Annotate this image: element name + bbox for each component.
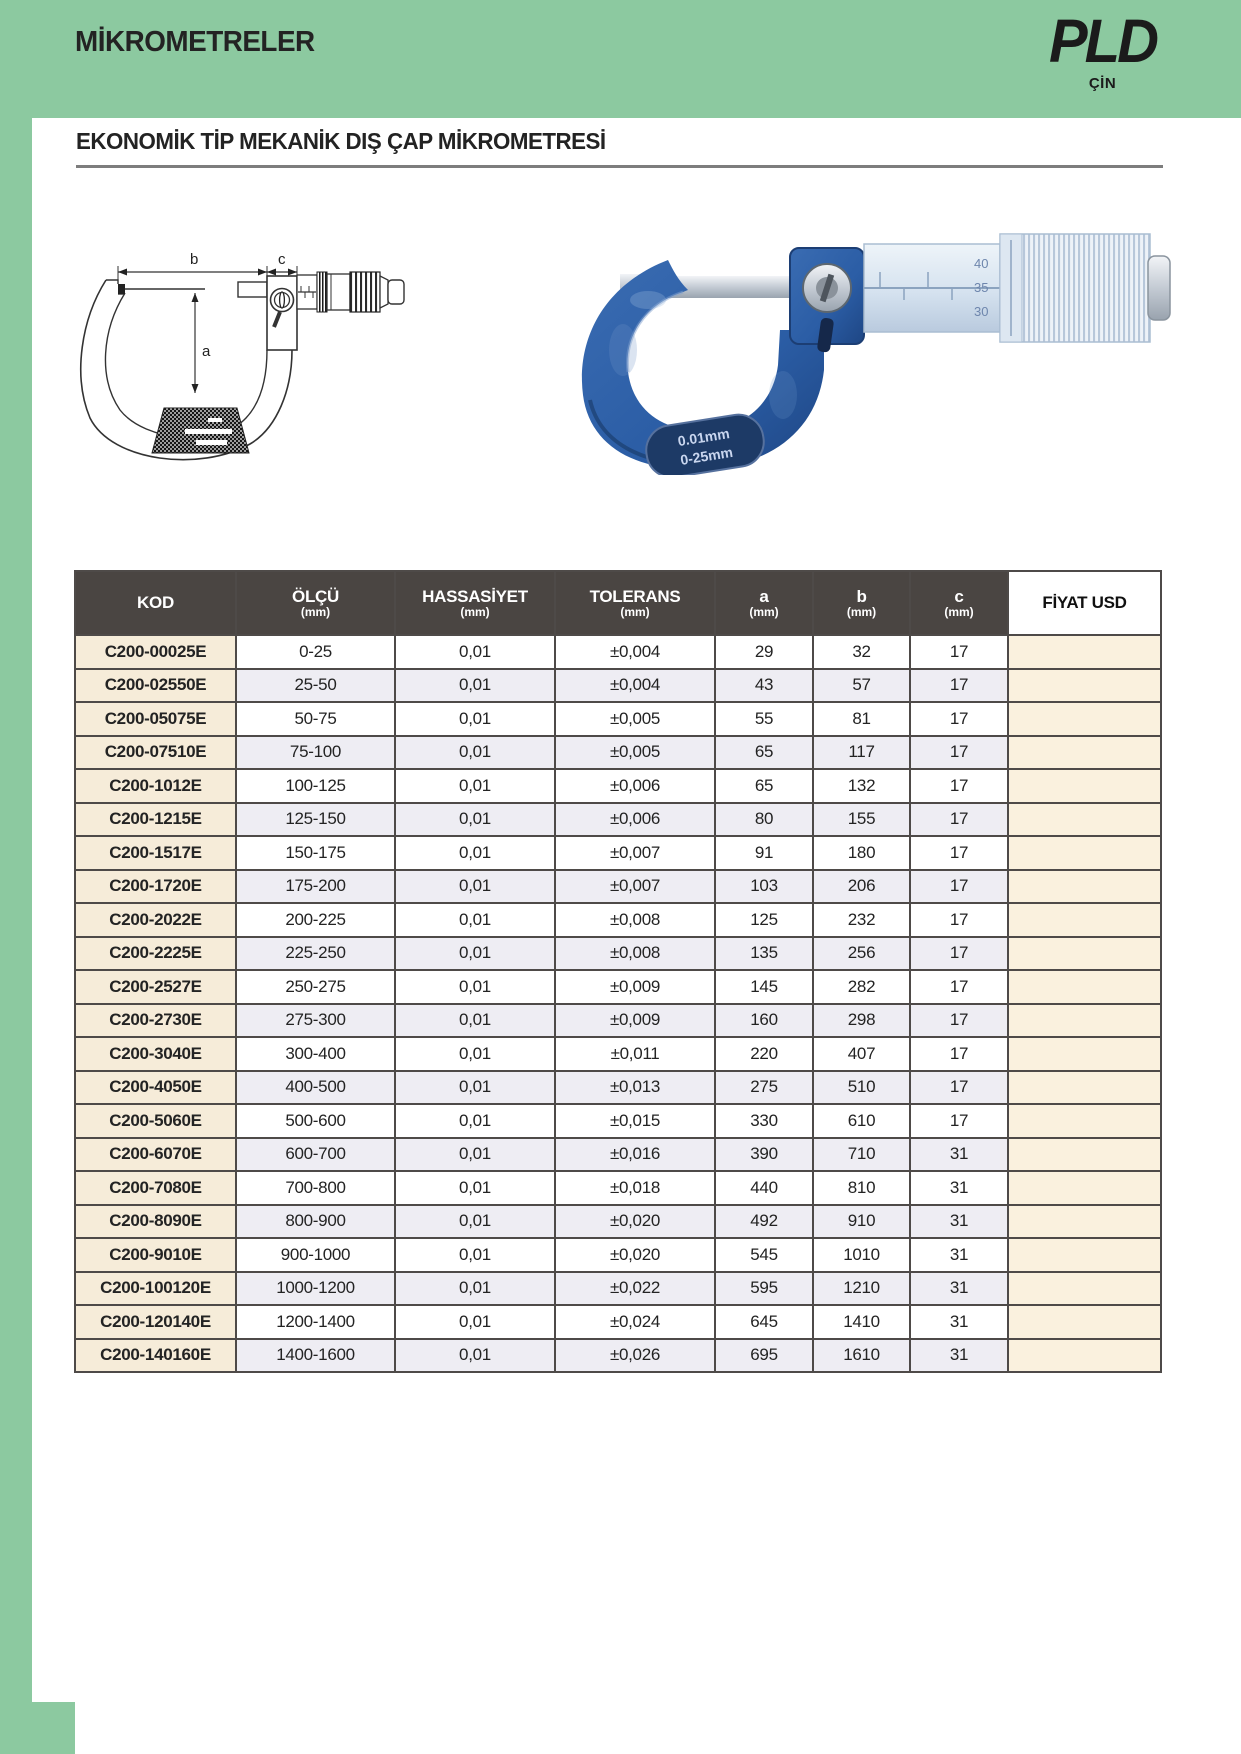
cell-tolerans: ±0,011 [555, 1037, 715, 1071]
col-header-fiyat: FİYAT USD [1008, 571, 1161, 635]
cell-hassasiyet: 0,01 [395, 736, 555, 770]
cell-olcu: 250-275 [236, 970, 395, 1004]
cell-tolerans: ±0,007 [555, 836, 715, 870]
cell-a: 695 [715, 1339, 813, 1373]
cell-kod: C200-2225E [75, 937, 236, 971]
table-row [75, 1339, 1161, 1373]
cell-tolerans: ±0,005 [555, 702, 715, 736]
cell-olcu: 275-300 [236, 1004, 395, 1038]
micrometer-photo [528, 200, 1173, 475]
cell-a: 43 [715, 669, 813, 703]
cell-olcu: 225-250 [236, 937, 395, 971]
cell-tolerans: ±0,006 [555, 803, 715, 837]
cell-b: 1410 [813, 1305, 910, 1339]
left-margin-strip [0, 0, 32, 1754]
table-row [75, 903, 1161, 937]
cell-hassasiyet: 0,01 [395, 702, 555, 736]
cell-kod: C200-07510E [75, 736, 236, 770]
cell-fiyat [1008, 870, 1161, 904]
sleeve-mark-40: 40 [974, 256, 989, 271]
cell-tolerans: ±0,024 [555, 1305, 715, 1339]
cell-c: 31 [910, 1205, 1008, 1239]
table-row [75, 1037, 1161, 1071]
cell-hassasiyet: 0,01 [395, 870, 555, 904]
cell-tolerans: ±0,009 [555, 1004, 715, 1038]
cell-a: 645 [715, 1305, 813, 1339]
cell-kod: C200-05075E [75, 702, 236, 736]
cell-kod: C200-1012E [75, 769, 236, 803]
cell-olcu: 500-600 [236, 1104, 395, 1138]
photo-label-resolution: 0.01mm [676, 425, 731, 450]
cell-c: 17 [910, 970, 1008, 1004]
cell-olcu: 900-1000 [236, 1238, 395, 1272]
cell-olcu: 1400-1600 [236, 1339, 395, 1373]
cell-kod: C200-1720E [75, 870, 236, 904]
cell-fiyat [1008, 1305, 1161, 1339]
cell-b: 407 [813, 1037, 910, 1071]
cell-olcu: 75-100 [236, 736, 395, 770]
cell-tolerans: ±0,008 [555, 903, 715, 937]
cell-hassasiyet: 0,01 [395, 1171, 555, 1205]
cell-c: 31 [910, 1339, 1008, 1373]
cell-tolerans: ±0,015 [555, 1104, 715, 1138]
cell-b: 117 [813, 736, 910, 770]
photo-label-range: 0-25mm [679, 443, 734, 468]
cell-olcu: 125-150 [236, 803, 395, 837]
cell-c: 17 [910, 803, 1008, 837]
cell-tolerans: ±0,007 [555, 870, 715, 904]
cell-olcu: 700-800 [236, 1171, 395, 1205]
table-row [75, 870, 1161, 904]
cell-hassasiyet: 0,01 [395, 1004, 555, 1038]
cell-tolerans: ±0,020 [555, 1205, 715, 1239]
cell-tolerans: ±0,016 [555, 1138, 715, 1172]
cell-kod: C200-6070E [75, 1138, 236, 1172]
cell-tolerans: ±0,005 [555, 736, 715, 770]
table-row [75, 635, 1161, 669]
cell-a: 275 [715, 1071, 813, 1105]
cell-tolerans: ±0,013 [555, 1071, 715, 1105]
cell-fiyat [1008, 903, 1161, 937]
cell-kod: C200-5060E [75, 1104, 236, 1138]
cell-a: 492 [715, 1205, 813, 1239]
table-row [75, 1238, 1161, 1272]
cell-b: 132 [813, 769, 910, 803]
cell-tolerans: ±0,018 [555, 1171, 715, 1205]
cell-fiyat [1008, 1339, 1161, 1373]
cell-kod: C200-140160E [75, 1339, 236, 1373]
cell-olcu: 100-125 [236, 769, 395, 803]
cell-c: 31 [910, 1272, 1008, 1306]
table-row [75, 1171, 1161, 1205]
cell-b: 298 [813, 1004, 910, 1038]
table-row [75, 669, 1161, 703]
cell-b: 710 [813, 1138, 910, 1172]
cell-c: 31 [910, 1138, 1008, 1172]
cell-c: 17 [910, 669, 1008, 703]
cell-olcu: 1200-1400 [236, 1305, 395, 1339]
cell-c: 17 [910, 1037, 1008, 1071]
cell-c: 17 [910, 937, 1008, 971]
brand-country: ÇİN [1088, 74, 1117, 92]
cell-fiyat [1008, 635, 1161, 669]
cell-b: 1610 [813, 1339, 910, 1373]
table-row [75, 1205, 1161, 1239]
table-row [75, 702, 1161, 736]
cell-fiyat [1008, 970, 1161, 1004]
table-row [75, 1138, 1161, 1172]
cell-hassasiyet: 0,01 [395, 1138, 555, 1172]
cell-c: 17 [910, 870, 1008, 904]
cell-hassasiyet: 0,01 [395, 1104, 555, 1138]
cell-a: 160 [715, 1004, 813, 1038]
cell-b: 256 [813, 937, 910, 971]
cell-fiyat [1008, 1037, 1161, 1071]
cell-kod: C200-2527E [75, 970, 236, 1004]
cell-hassasiyet: 0,01 [395, 669, 555, 703]
cell-c: 17 [910, 1104, 1008, 1138]
cell-b: 1210 [813, 1272, 910, 1306]
cell-hassasiyet: 0,01 [395, 1205, 555, 1239]
cell-olcu: 800-900 [236, 1205, 395, 1239]
cell-olcu: 150-175 [236, 836, 395, 870]
section-title: EKONOMİK TİP MEKANİK DIŞ ÇAP MİKROMETRESİ [76, 128, 606, 154]
cell-olcu: 175-200 [236, 870, 395, 904]
brand-logo: PLD [1049, 7, 1156, 76]
cell-b: 180 [813, 836, 910, 870]
cell-kod: C200-9010E [75, 1238, 236, 1272]
dim-label-b: b [190, 251, 199, 268]
table-row [75, 836, 1161, 870]
table-row [75, 1071, 1161, 1105]
cell-b: 232 [813, 903, 910, 937]
cell-c: 17 [910, 736, 1008, 770]
cell-a: 545 [715, 1238, 813, 1272]
cell-c: 17 [910, 836, 1008, 870]
cell-fiyat [1008, 769, 1161, 803]
cell-b: 910 [813, 1205, 910, 1239]
cell-a: 65 [715, 736, 813, 770]
cell-b: 510 [813, 1071, 910, 1105]
cell-a: 595 [715, 1272, 813, 1306]
cell-a: 330 [715, 1104, 813, 1138]
cell-kod: C200-3040E [75, 1037, 236, 1071]
table-row [75, 1104, 1161, 1138]
col-header-c: c (mm) [910, 571, 1008, 635]
sleeve-mark-30: 30 [974, 304, 989, 319]
cell-hassasiyet: 0,01 [395, 903, 555, 937]
table-row [75, 803, 1161, 837]
cell-hassasiyet: 0,01 [395, 836, 555, 870]
cell-b: 155 [813, 803, 910, 837]
cell-b: 610 [813, 1104, 910, 1138]
cell-tolerans: ±0,006 [555, 769, 715, 803]
col-header-b: b (mm) [813, 571, 910, 635]
cell-b: 282 [813, 970, 910, 1004]
cell-hassasiyet: 0,01 [395, 1037, 555, 1071]
cell-hassasiyet: 0,01 [395, 1305, 555, 1339]
sleeve-mark-35: 35 [974, 280, 989, 295]
col-header-olcu: ÖLÇÜ (mm) [236, 571, 395, 635]
table-row [75, 769, 1161, 803]
cell-fiyat [1008, 1004, 1161, 1038]
micrometer-line-drawing [70, 200, 420, 465]
cell-fiyat [1008, 1272, 1161, 1306]
cell-c: 31 [910, 1305, 1008, 1339]
cell-fiyat [1008, 803, 1161, 837]
cell-a: 145 [715, 970, 813, 1004]
cell-a: 103 [715, 870, 813, 904]
cell-a: 65 [715, 769, 813, 803]
cell-a: 390 [715, 1138, 813, 1172]
brand-logo-block [1030, 7, 1175, 92]
cell-tolerans: ±0,009 [555, 970, 715, 1004]
cell-olcu: 0-25 [236, 635, 395, 669]
cell-c: 17 [910, 702, 1008, 736]
cell-c: 17 [910, 769, 1008, 803]
cell-olcu: 200-225 [236, 903, 395, 937]
cell-hassasiyet: 0,01 [395, 1339, 555, 1373]
cell-b: 1010 [813, 1238, 910, 1272]
cell-fiyat [1008, 1205, 1161, 1239]
cell-fiyat [1008, 836, 1161, 870]
cell-a: 91 [715, 836, 813, 870]
cell-tolerans: ±0,004 [555, 635, 715, 669]
product-table [74, 570, 1162, 1373]
cell-kod: C200-2730E [75, 1004, 236, 1038]
table-row [75, 1305, 1161, 1339]
cell-tolerans: ±0,004 [555, 669, 715, 703]
cell-fiyat [1008, 702, 1161, 736]
cell-b: 206 [813, 870, 910, 904]
cell-kod: C200-8090E [75, 1205, 236, 1239]
cell-hassasiyet: 0,01 [395, 769, 555, 803]
cell-olcu: 300-400 [236, 1037, 395, 1071]
dim-label-c: c [278, 251, 286, 268]
cell-tolerans: ±0,026 [555, 1339, 715, 1373]
cell-kod: C200-1517E [75, 836, 236, 870]
cell-hassasiyet: 0,01 [395, 1071, 555, 1105]
cell-b: 810 [813, 1171, 910, 1205]
cell-fiyat [1008, 1171, 1161, 1205]
cell-kod: C200-02550E [75, 669, 236, 703]
cell-kod: C200-00025E [75, 635, 236, 669]
cell-hassasiyet: 0,01 [395, 1238, 555, 1272]
cell-kod: C200-4050E [75, 1071, 236, 1105]
cell-b: 32 [813, 635, 910, 669]
cell-c: 31 [910, 1171, 1008, 1205]
cell-c: 17 [910, 1004, 1008, 1038]
cell-hassasiyet: 0,01 [395, 803, 555, 837]
cell-fiyat [1008, 1138, 1161, 1172]
cell-kod: C200-120140E [75, 1305, 236, 1339]
cell-tolerans: ±0,022 [555, 1272, 715, 1306]
col-header-hassasiyet: HASSASİYET (mm) [395, 571, 555, 635]
cell-hassasiyet: 0,01 [395, 970, 555, 1004]
cell-kod: C200-1215E [75, 803, 236, 837]
cell-olcu: 50-75 [236, 702, 395, 736]
cell-b: 57 [813, 669, 910, 703]
cell-kod: C200-7080E [75, 1171, 236, 1205]
section-rule [76, 165, 1163, 168]
photo-spec-label [643, 411, 768, 475]
cell-olcu: 1000-1200 [236, 1272, 395, 1306]
cell-c: 31 [910, 1238, 1008, 1272]
cell-c: 17 [910, 903, 1008, 937]
col-header-kod: KOD [75, 571, 236, 635]
cell-hassasiyet: 0,01 [395, 635, 555, 669]
cell-fiyat [1008, 1071, 1161, 1105]
cell-tolerans: ±0,008 [555, 937, 715, 971]
cell-a: 135 [715, 937, 813, 971]
cell-olcu: 25-50 [236, 669, 395, 703]
bottom-left-block [0, 1702, 75, 1754]
cell-c: 17 [910, 635, 1008, 669]
cell-olcu: 600-700 [236, 1138, 395, 1172]
table-row [75, 1272, 1161, 1306]
dim-label-a: a [202, 343, 211, 360]
cell-c: 17 [910, 1071, 1008, 1105]
cell-a: 55 [715, 702, 813, 736]
table-row [75, 1004, 1161, 1038]
cell-fiyat [1008, 669, 1161, 703]
cell-kod: C200-100120E [75, 1272, 236, 1306]
col-header-tolerans: TOLERANS (mm) [555, 571, 715, 635]
cell-a: 125 [715, 903, 813, 937]
cell-a: 440 [715, 1171, 813, 1205]
table-row [75, 970, 1161, 1004]
cell-fiyat [1008, 1238, 1161, 1272]
cell-a: 29 [715, 635, 813, 669]
table-row [75, 937, 1161, 971]
table-row [75, 736, 1161, 770]
cell-hassasiyet: 0,01 [395, 937, 555, 971]
cell-tolerans: ±0,020 [555, 1238, 715, 1272]
cell-b: 81 [813, 702, 910, 736]
cell-a: 80 [715, 803, 813, 837]
table-header-row [75, 571, 1161, 635]
cell-a: 220 [715, 1037, 813, 1071]
cell-fiyat [1008, 736, 1161, 770]
cell-fiyat [1008, 1104, 1161, 1138]
cell-hassasiyet: 0,01 [395, 1272, 555, 1306]
cell-fiyat [1008, 937, 1161, 971]
cell-olcu: 400-500 [236, 1071, 395, 1105]
cell-kod: C200-2022E [75, 903, 236, 937]
page-title: MİKROMETRELER [75, 26, 315, 58]
col-header-a: a (mm) [715, 571, 813, 635]
